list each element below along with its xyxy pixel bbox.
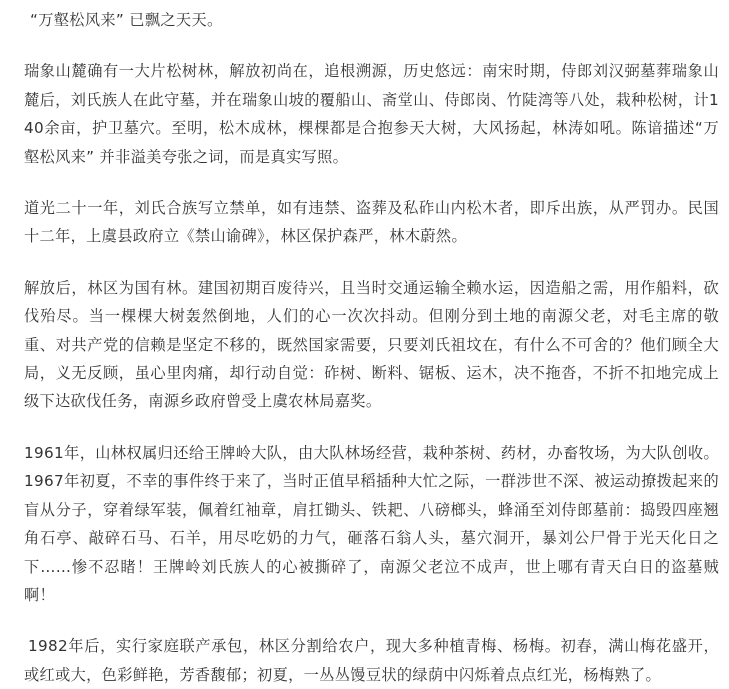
paragraph-intro: “万壑松风来” 已飘之天天。 bbox=[30, 11, 223, 29]
paragraph-liberation: 解放后，林区为国有林。建国初期百废待兴，且当时交通运输全赖水运，因造船之需，用作船料，砍伐殆尽。当一棵棵大树轰然倒地，人们的心一次次抖动。但刚分到土地的南源父老，对毛主席的敬重、对共产党的信赖是坚定不移的，既然国家需要，只要刘氏祖坟在，有什么不可舍的？他们顾全大局，义无反顾，虽心里肉痛，却行动自觉：砟树、断料、锯板、运木，决不拖沓，不折不扣地完成上级下达砍伐任务，南源乡政府曾受上虞农林局嘉奖。 bbox=[24, 278, 719, 411]
paragraph-daoguang: 道光二十一年，刘氏合族写立禁单，如有违禁、盗葬及私砟山内松木者，即斥出族，从严罚办。民国十二年，上虞县政府立《禁山谕碑》，林区保护森严，林木蔚然。 bbox=[24, 199, 719, 246]
paragraph-song-dynasty: 瑞象山麓确有一大片松树林，解放初尚在，追根溯源，历史悠远：南宋时期，侍郎刘汉弼墓葬瑞象山麓后，刘氏族人在此守墓，并在瑞象山坡的覆船山、斋堂山、侍郎岗、竹陡湾等八处，栽种松树，计140余亩，护卫墓穴。至明，松木成林，棵棵都是合抱参天大树，大风扬起，林涛如吼。陈谙描述“万壑松风来” 并非溢美夸张之词，而是真实写照。 bbox=[24, 62, 719, 166]
paragraph-1961: 1961年，山林权属归还给王牌岭大队，由大队林场经营，栽种茶树、药材，办畜牧场，为大队创收。1967年初夏，不幸的事件终于来了，当时正值早稻插种大忙之际，一群涉世不深、被运动撩拨起来的盲从分子，穿着绿军装，佩着红袖章，肩扛锄头、铁耙、八磅榔头，蜂涌至刘侍郎墓前：捣毁四座翘角石亭、敲碎石马、石羊，用尽吃奶的力气，砸落石翁人头，墓穴洞开，暴刘公尸骨于光天化日之下……惨不忍睹！王牌岭刘氏族人的心被撕碎了，南源父老泣不成声，世上哪有青天白日的盗墓贼啊！ bbox=[24, 443, 719, 604]
paragraph-1982: 1982年后，实行家庭联产承包，林区分割给农户，现大多种植青梅、杨梅。初春，满山梅花盛开，或红或大，色彩鲜艳，芳香馥郁；初夏，一丛丛馒豆状的绿荫中闪烁着点点红光，杨梅熟了。 bbox=[24, 637, 719, 684]
